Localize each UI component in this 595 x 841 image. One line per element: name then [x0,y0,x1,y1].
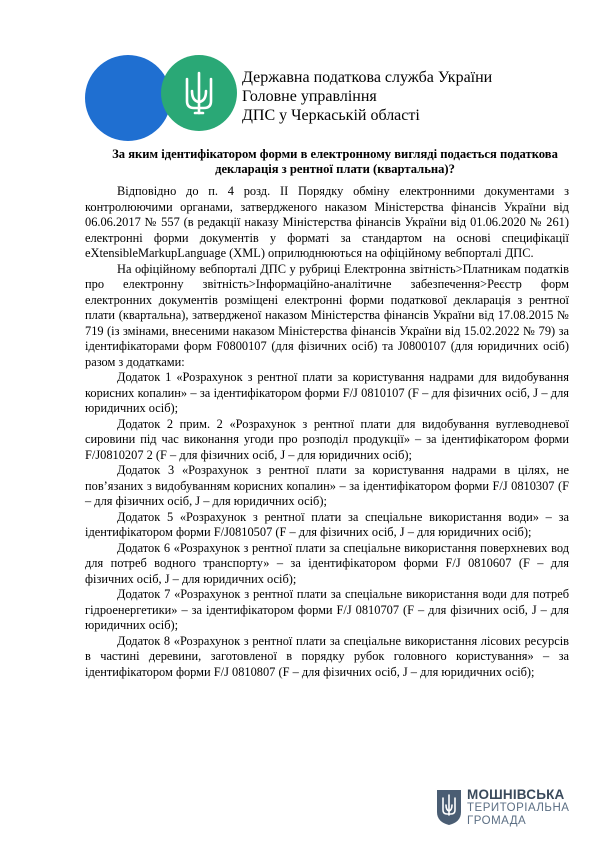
paragraph: Додаток 6 «Розрахунок з рентної плати за спеціальне використання поверхневих вод для потреб водного транспорту» – за ідентифікатором форми F/J 0810607 (F – для фізичних осіб, J – для юридичних осіб); [85,540,569,586]
dps-logo-blue-circle [85,55,171,141]
trident-icon [161,55,237,131]
document-body [85,184,569,680]
organization-name [242,68,492,125]
trident-emblem-icon [435,788,463,826]
paragraph: Додаток 2 прим. 2 «Розрахунок з рентної плати для видобування вуглеводневої сировини під час виконання угоди про розподіл продукції» – за ідентифікатором форми F/J0810207 2 (F – для фізичних осіб, J – для юридичних осіб); [85,416,569,462]
community-name: МОШНІВСЬКА [467,787,565,802]
dps-logo-green-circle [161,55,237,131]
org-line: Головне управління [242,88,377,105]
paragraph: Відповідно до п. 4 розд. II Порядку обміну електронними документами з контролюючими органами, затвердженого наказом Міністерства фінансів України від 06.06.2017 № 557 (в редакції наказу Міністерства фінансів України від 01.06.2020 № 261) електронні форми документів у форматі за стандартом на основі специфікації eXtensibleMarkupLanguage (XML) оприлюднюються на офіційному вебпорталі ДПС. [85,184,569,260]
subtitle-line: ГРОМАДА [467,815,527,827]
paragraph: Додаток 1 «Розрахунок з рентної плати за користування надрами для видобування корисних копалин» – за ідентифікатором форми F/J 0810107 (F – для фізичних осіб, J – для юридичних осіб); [85,370,569,415]
org-line: ДПС у Черкаській області [242,107,420,124]
community-subtitle [467,802,569,828]
org-line: Державна податкова служба України [242,69,493,86]
community-logo [435,784,585,832]
paragraph: На офіційному вебпорталі ДПС у рубриці Електронна звітність>Платникам податків про електронну звітність>Інформаційно-аналітичне забезпечення>Реєстр форм електронних документів розміщені електронні форми податкової декларація з рентної плати (квартальна), затвердженої наказом Міністерства фінансів України від 17.08.2015 № 719 (із змінами, внесеними наказом Міністерства фінансів України від 15.02.2022 № 79) за ідентифікаторами форм F0800107 (для фізичних осіб) та J0800107 (для юридичних осіб) разом з додатками: [85,261,569,369]
paragraph: Додаток 8 «Розрахунок з рентної плати за спеціальне використання лісових ресурсів в частині деревини, заготовленої в порядку рубок головного користування» – за ідентифікатором форми F/J 0810807 (F – для фізичних осіб, J – для юридичних осіб); [85,633,569,679]
paragraph: Додаток 5 «Розрахунок з рентної плати за спеціальне використання води» – за ідентифікатором форми F/J0810507 (F – для фізичних осіб, J – для юридичних осіб); [85,509,569,539]
paragraph: Додаток 3 «Розрахунок з рентної плати за користування надрами в цілях, не пов’язаних з видобуванням корисних копалин» – за ідентифікатором форми F/J 0810307 (F – для фізичних осіб, J – для юридичних осіб); [85,463,569,508]
subtitle-line: ТЕРИТОРІАЛЬНА [467,802,570,814]
paragraph: Додаток 7 «Розрахунок з рентної плати за спеціальне використання води для потреб гідроенергетики» – за ідентифікатором форми F/J 0810707 (F – для фізичних осіб, J – для юридичних осіб); [85,587,569,632]
document-title: За яким ідентифікатором форми в електронному вигляді подається податкова декларація з рентної плати (квартальна)? [112,147,558,176]
